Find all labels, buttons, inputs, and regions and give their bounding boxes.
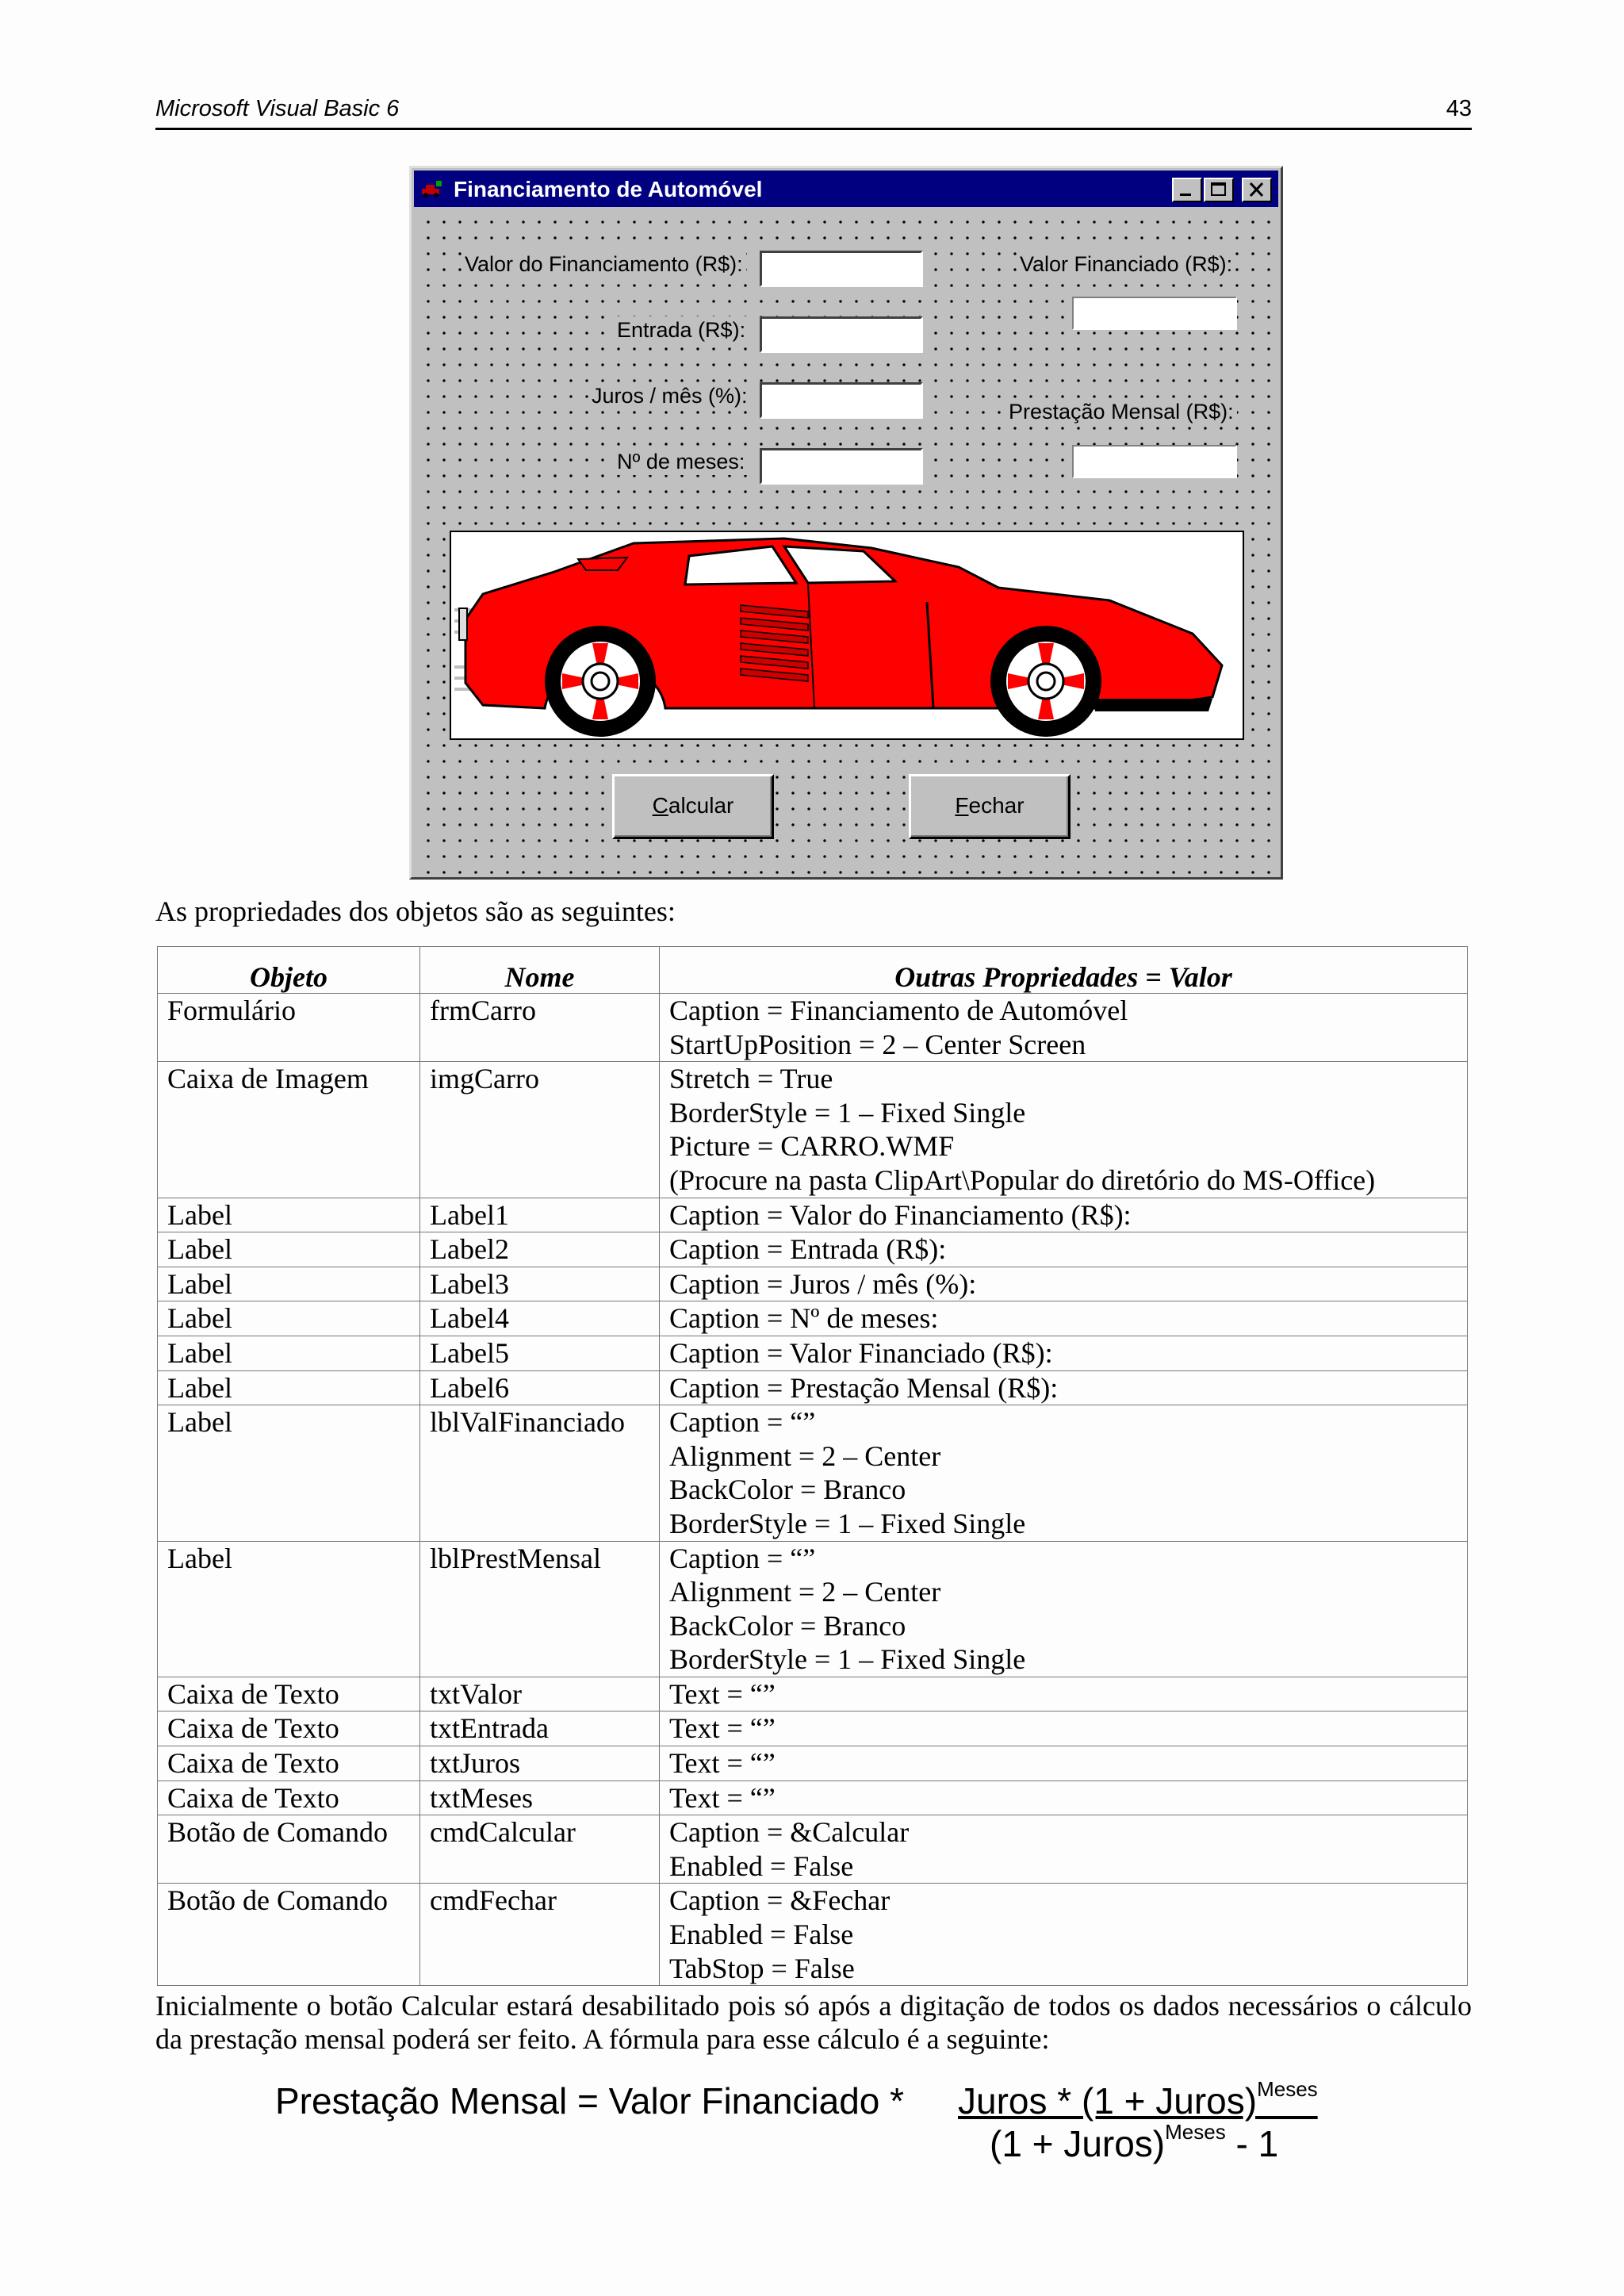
calcular-accel: C — [652, 793, 668, 818]
cell-objeto: Caixa de Texto — [158, 1746, 420, 1781]
cell-nome: lblPrestMensal — [420, 1541, 660, 1677]
fechar-accel: F — [955, 793, 969, 818]
cell-nome: frmCarro — [420, 994, 660, 1062]
close-icon — [1243, 179, 1270, 201]
property-line: Caption = Valor Financiado (R$): — [669, 1336, 1053, 1369]
property-line: Enabled = False — [669, 1918, 854, 1951]
property-line: BackColor = Branco — [669, 1474, 906, 1506]
label-meses: Nº de meses: — [614, 448, 748, 475]
cell-nome: Label2 — [420, 1232, 660, 1267]
cell-objeto: Label — [158, 1336, 420, 1370]
header-outras: Outras Propriedades = Valor — [660, 947, 1468, 994]
properties-table — [157, 946, 1468, 1986]
formula-numerator-exponent: Meses — [1257, 2077, 1318, 2101]
cell-propriedades — [660, 994, 1468, 1062]
table-row — [158, 1780, 1468, 1815]
cell-propriedades — [660, 1301, 1468, 1336]
car-image — [450, 531, 1244, 740]
form-client-area — [414, 209, 1278, 875]
txt-entrada[interactable] — [760, 316, 923, 353]
property-line: TabStop = False — [669, 1952, 855, 1984]
formula-numerator — [958, 2079, 1318, 2122]
cell-objeto: Botão de Comando — [158, 1884, 420, 1986]
cell-propriedades — [660, 1198, 1468, 1232]
cell-propriedades — [660, 1884, 1468, 1986]
property-line: (Procure na pasta ClipArt\Popular do diretório do MS-Office) — [669, 1163, 1376, 1196]
txt-valor[interactable] — [760, 251, 923, 287]
cell-nome: txtEntrada — [420, 1711, 660, 1746]
lbl-prest-mensal — [1072, 445, 1237, 478]
table-row — [158, 1711, 1468, 1746]
formula-denominator — [990, 2122, 1278, 2165]
app-icon — [420, 178, 444, 200]
cell-nome: cmdFechar — [420, 1884, 660, 1986]
property-line: Text = “” — [669, 1781, 776, 1814]
cell-nome: Label4 — [420, 1301, 660, 1336]
cell-propriedades — [660, 1336, 1468, 1370]
cell-objeto: Caixa de Texto — [158, 1780, 420, 1815]
table-body — [158, 994, 1468, 1986]
property-line: StartUpPosition = 2 – Center Screen — [669, 1028, 1086, 1060]
cell-propriedades — [660, 1815, 1468, 1884]
formula-lhs: Prestação Mensal = Valor Financiado * — [275, 2080, 905, 2122]
property-line: BorderStyle = 1 – Fixed Single — [669, 1643, 1026, 1676]
car-picture — [451, 532, 1243, 738]
cell-nome: Label3 — [420, 1267, 660, 1301]
property-line: Caption = &Fechar — [669, 1884, 891, 1917]
cell-nome: cmdCalcular — [420, 1815, 660, 1884]
cell-objeto: Label — [158, 1232, 420, 1267]
property-line: Picture = CARRO.WMF — [669, 1130, 955, 1163]
cell-propriedades — [660, 1405, 1468, 1541]
maximize-button[interactable] — [1204, 178, 1234, 202]
property-line: Caption = Prestação Mensal (R$): — [669, 1371, 1059, 1404]
intro-paragraph: As propriedades dos objetos são as seguintes: — [155, 895, 676, 927]
cell-propriedades — [660, 1746, 1468, 1781]
cell-objeto: Formulário — [158, 994, 420, 1062]
form-titlebar — [414, 171, 1278, 207]
cell-objeto: Label — [158, 1541, 420, 1677]
rear-wheel — [545, 626, 656, 737]
table-row — [158, 1405, 1468, 1541]
cell-nome: txtValor — [420, 1677, 660, 1711]
table-row — [158, 1301, 1468, 1336]
table-header-row — [158, 947, 1468, 994]
cell-objeto: Caixa de Texto — [158, 1677, 420, 1711]
book-title: Microsoft Visual Basic 6 — [155, 96, 400, 121]
cell-propriedades — [660, 1267, 1468, 1301]
vb-form-window — [409, 166, 1283, 880]
cell-propriedades — [660, 1062, 1468, 1198]
lbl-val-financiado — [1072, 297, 1237, 330]
calcular-label: alcular — [668, 793, 734, 818]
cell-objeto: Label — [158, 1301, 420, 1336]
label-valor-financiamento: Valor do Financiamento (R$): — [462, 251, 746, 278]
property-line: Alignment = 2 – Center — [669, 1576, 941, 1608]
cell-propriedades — [660, 1541, 1468, 1677]
minimize-button[interactable] — [1172, 178, 1202, 202]
cell-nome: Label5 — [420, 1336, 660, 1370]
property-line: Caption = Nº de meses: — [669, 1302, 939, 1335]
header-objeto: Objeto — [158, 947, 420, 994]
label-entrada: Entrada (R$): — [614, 316, 749, 343]
label-valor-financiado: Valor Financiado (R$): — [1017, 251, 1235, 278]
page-number: 43 — [1446, 96, 1472, 121]
table-row — [158, 1884, 1468, 1986]
txt-meses[interactable] — [760, 448, 923, 485]
cell-objeto: Botão de Comando — [158, 1815, 420, 1884]
property-line: Caption = “” — [669, 1542, 816, 1574]
table-row — [158, 1336, 1468, 1370]
table-row — [158, 994, 1468, 1062]
property-line: Caption = Financiamento de Automóvel — [669, 995, 1128, 1026]
cell-objeto: Caixa de Texto — [158, 1711, 420, 1746]
formula-denominator-exponent: Meses — [1165, 2120, 1226, 2144]
cell-objeto: Caixa de Imagem — [158, 1062, 420, 1198]
property-line: Caption = Valor do Financiamento (R$): — [669, 1198, 1132, 1231]
formula — [0, 2072, 1624, 2167]
property-line: BorderStyle = 1 – Fixed Single — [669, 1096, 1026, 1129]
cell-nome: txtMeses — [420, 1780, 660, 1815]
cell-nome: Label6 — [420, 1370, 660, 1405]
property-line: BackColor = Branco — [669, 1609, 906, 1642]
table-row — [158, 1815, 1468, 1884]
cell-nome: txtJuros — [420, 1746, 660, 1781]
cell-objeto: Label — [158, 1370, 420, 1405]
fechar-label: echar — [968, 793, 1025, 818]
property-line: Caption = “” — [669, 1406, 816, 1439]
table-row — [158, 1541, 1468, 1677]
cell-propriedades — [660, 1780, 1468, 1815]
property-line: Text = “” — [669, 1677, 776, 1710]
cell-objeto: Label — [158, 1198, 420, 1232]
table-row — [158, 1677, 1468, 1711]
header-nome: Nome — [420, 947, 660, 994]
cell-propriedades — [660, 1711, 1468, 1746]
property-line: BorderStyle = 1 – Fixed Single — [669, 1507, 1026, 1539]
property-line: Text = “” — [669, 1712, 776, 1745]
formula-denominator-base: (1 + Juros) — [990, 2123, 1166, 2164]
formula-denominator-tail: - 1 — [1225, 2123, 1279, 2164]
table-row — [158, 1062, 1468, 1198]
table-row — [158, 1746, 1468, 1781]
property-line: Alignment = 2 – Center — [669, 1439, 941, 1472]
cell-propriedades — [660, 1677, 1468, 1711]
cell-objeto: Label — [158, 1405, 420, 1541]
property-line: Caption = Juros / mês (%): — [669, 1267, 977, 1300]
txt-juros[interactable] — [760, 382, 923, 419]
cell-nome: lblValFinanciado — [420, 1405, 660, 1541]
property-line: Caption = &Calcular — [669, 1816, 910, 1849]
formula-numerator-text: Juros * (1 + Juros) — [958, 2080, 1258, 2122]
cell-objeto: Label — [158, 1267, 420, 1301]
table-row — [158, 1370, 1468, 1405]
property-line: Caption = Entrada (R$): — [669, 1233, 947, 1266]
cell-nome: Label1 — [420, 1198, 660, 1232]
cell-propriedades — [660, 1370, 1468, 1405]
table-row — [158, 1232, 1468, 1267]
calcular-button[interactable] — [612, 774, 774, 839]
page-header — [155, 94, 1472, 130]
cell-nome: imgCarro — [420, 1062, 660, 1198]
property-line: Stretch = True — [669, 1063, 833, 1095]
form-title: Financiamento de Automóvel — [454, 177, 763, 201]
front-wheel — [990, 626, 1101, 737]
table-row — [158, 1267, 1468, 1301]
close-button[interactable] — [1242, 178, 1272, 202]
cell-propriedades — [660, 1232, 1468, 1267]
fechar-button[interactable] — [909, 774, 1071, 839]
table-row — [158, 1198, 1468, 1232]
outro-paragraph: Inicialmente o botão Calcular estará desabilitado pois só após a digitação de todos os dados necessários o cálculo da prestação mensal poderá ser feito. A fórmula para esse cálculo é a seguinte: — [155, 1990, 1472, 2055]
label-juros: Juros / mês (%): — [588, 382, 751, 409]
property-line: Text = “” — [669, 1747, 776, 1780]
label-prestacao-mensal: Prestação Mensal (R$): — [1005, 398, 1237, 425]
property-line: Enabled = False — [669, 1849, 854, 1882]
